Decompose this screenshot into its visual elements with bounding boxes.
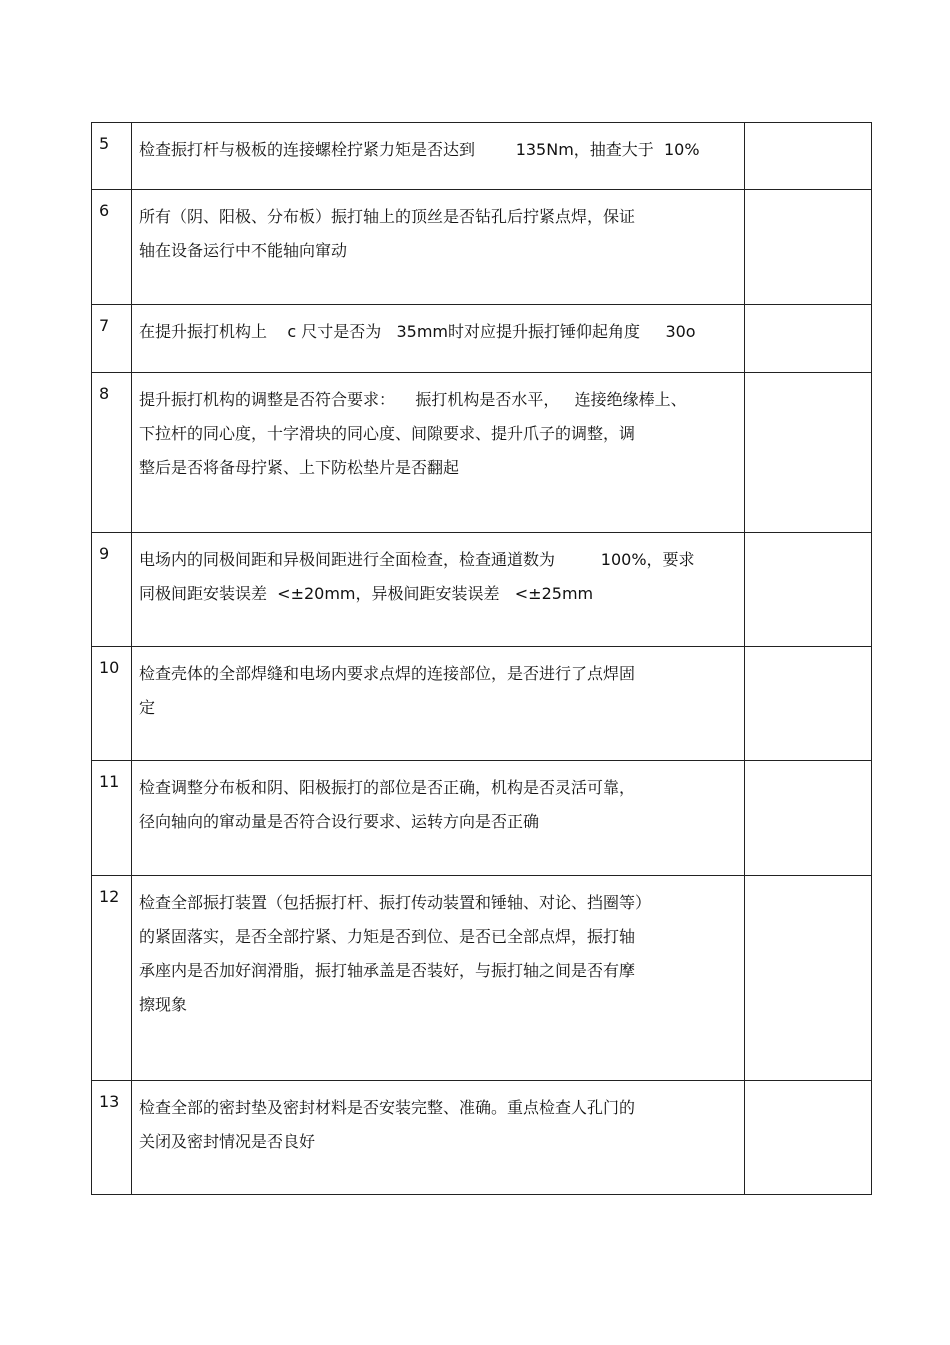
check-item-text xyxy=(132,533,745,647)
check-item-line: 检查全部振打装置（包括振打杆、振打传动装置和锤轴、对论、挡圈等） xyxy=(139,893,652,912)
result-cell xyxy=(745,373,872,533)
check-item-line: 检查全部的密封垫及密封材料是否安装完整、准确。重点检查人孔门的 xyxy=(139,1098,636,1117)
check-item-text xyxy=(132,190,745,305)
table-row xyxy=(92,647,872,761)
check-item-line: 擦现象 xyxy=(139,995,188,1014)
check-item-text xyxy=(132,305,745,373)
result-cell xyxy=(745,1081,872,1195)
table-row xyxy=(92,373,872,533)
inspection-checklist-table xyxy=(91,122,872,1195)
row-number: 5 xyxy=(92,123,132,190)
check-item-text xyxy=(132,876,745,1081)
row-number: 9 xyxy=(92,533,132,647)
result-cell xyxy=(745,761,872,876)
check-item-line: 在提升振打机构上 c 尺寸是否为 35mm时对应提升振打锤仰起角度 30o xyxy=(139,322,696,341)
row-number: 8 xyxy=(92,373,132,533)
check-item-text xyxy=(132,373,745,533)
result-cell xyxy=(745,190,872,305)
check-item-line: 同极间距安装误差 <±20mm，异极间距安装误差 <±25mm xyxy=(139,584,594,603)
row-number: 10 xyxy=(92,647,132,761)
check-item-line: 提升振打机构的调整是否符合要求： 振打机构是否水平， 连接绝缘棒上、 xyxy=(139,390,687,409)
check-item-line: 下拉杆的同心度，十字滑块的同心度、间隙要求、提升爪子的调整，调 xyxy=(139,424,636,443)
result-cell xyxy=(745,123,872,190)
check-item-line: 整后是否将备母拧紧、上下防松垫片是否翻起 xyxy=(139,458,460,477)
check-item-line: 关闭及密封情况是否良好 xyxy=(139,1132,316,1151)
table-row xyxy=(92,1081,872,1195)
table-row xyxy=(92,761,872,876)
check-item-line: 检查振打杆与极板的连接螺栓拧紧力矩是否达到 135Nm，抽查大于 10% xyxy=(139,140,700,159)
table-row xyxy=(92,305,872,373)
check-item-text xyxy=(132,123,745,190)
check-item-line: 检查调整分布板和阴、阳极振打的部位是否正确，机构是否灵活可靠， xyxy=(139,778,636,797)
check-item-text xyxy=(132,1081,745,1195)
check-item-text xyxy=(132,647,745,761)
row-number: 12 xyxy=(92,876,132,1081)
check-item-line: 检查壳体的全部焊缝和电场内要求点焊的连接部位，是否进行了点焊固 xyxy=(139,664,636,683)
check-item-text xyxy=(132,761,745,876)
result-cell xyxy=(745,647,872,761)
check-item-line: 电场内的同极间距和异极间距进行全面检查，检查通道数为 100%，要求 xyxy=(139,550,695,569)
table-row xyxy=(92,876,872,1081)
check-item-line: 承座内是否加好润滑脂，振打轴承盖是否装好，与振打轴之间是否有摩 xyxy=(139,961,636,980)
row-number: 7 xyxy=(92,305,132,373)
result-cell xyxy=(745,305,872,373)
result-cell xyxy=(745,876,872,1081)
result-cell xyxy=(745,533,872,647)
check-item-line: 定 xyxy=(139,698,156,717)
table-row xyxy=(92,123,872,190)
row-number: 11 xyxy=(92,761,132,876)
check-item-line: 径向轴向的窜动量是否符合设行要求、运转方向是否正确 xyxy=(139,812,540,831)
check-item-line: 所有（阴、阳极、分布板）振打轴上的顶丝是否钻孔后拧紧点焊，保证 xyxy=(139,207,636,226)
check-item-line: 的紧固落实，是否全部拧紧、力矩是否到位、是否已全部点焊，振打轴 xyxy=(139,927,636,946)
row-number: 6 xyxy=(92,190,132,305)
table-row xyxy=(92,533,872,647)
check-item-line: 轴在设备运行中不能轴向窜动 xyxy=(139,241,348,260)
table-row xyxy=(92,190,872,305)
row-number: 13 xyxy=(92,1081,132,1195)
